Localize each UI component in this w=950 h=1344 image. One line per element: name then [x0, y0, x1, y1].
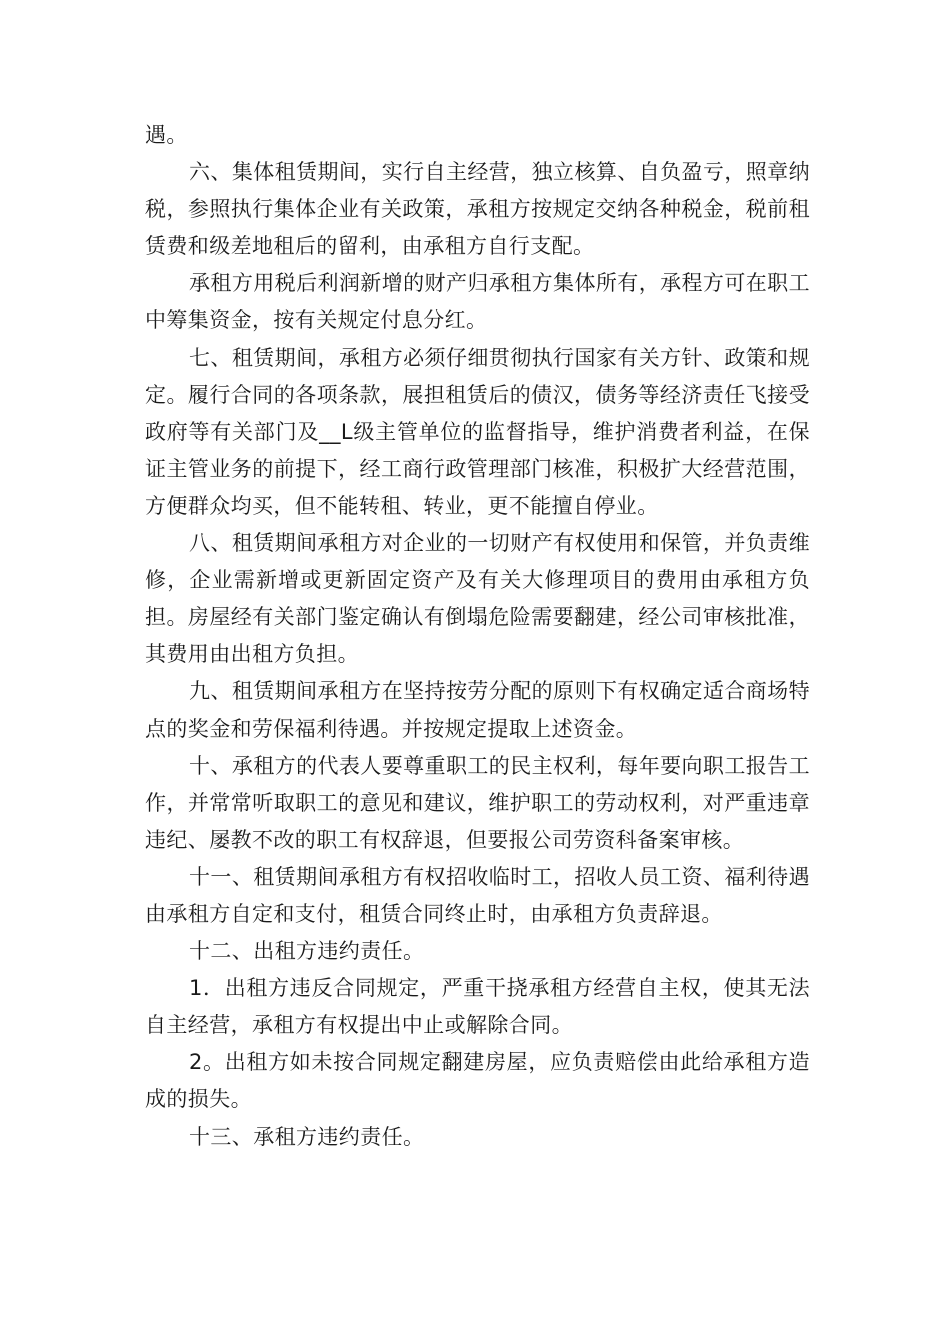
paragraph-continuation: 遇。	[145, 123, 188, 147]
paragraph-clause-12-heading: 十二、出租方违约责任。	[189, 939, 425, 964]
paragraph-clause-11: 十一、租赁期间承租方有权招收临时工，招收人员工资、福利待遇由承租方自定和支付，租赁合同终止时，由承租方负责辞退。	[145, 864, 810, 926]
paragraph-clause-6: 六、集体租赁期间，实行自主经营，独立核算、自负盈亏，照章纳税，参照执行集体企业有关政策，承租方按规定交纳各种税金，税前租赁费和级差地租后的留利，由承租方自行支配。	[145, 160, 810, 259]
document-body	[145, 117, 810, 1156]
paragraph-clause-10: 十、承租方的代表人要尊重职工的民主权利，每年要向职工报告工作，并常常听取职工的意见和建议，维护职工的劳动权利，对严重违章违纪、屡教不改的职工有权辞退，但要报公司劳资科备案审核。	[145, 753, 810, 852]
paragraph-clause-8: 八、租赁期间承租方对企业的一切财产有权使用和保管，并负责维修，企业需新增或更新固定资产及有关大修理项目的费用由承租方负担。房屋经有关部门鉴定确认有倒塌危险需要翻建，经公司审核批准，其费用由出租方负担。	[145, 531, 810, 667]
paragraph-clause-9: 九、租赁期间承租方在坚持按劳分配的原则下有权确定适合商场特点的奖金和劳保福利待遇。并按规定提取上述资金。	[145, 679, 810, 741]
paragraph-clause-12-item-2: 2。出租方如未按合同规定翻建房屋，应负责赔偿由此给承租方造成的损失。	[145, 1050, 810, 1112]
paragraph-clause-7: 七、租赁期间，承租方必须仔细贯彻执行国家有关方针、政策和规定。履行合同的各项条款，展担租赁后的债汉，债务等经济责任飞接受政府等有关部门及__L级主管单位的监督指导，维护消费者利益，在保证主管业务的前提下，经工商行政管理部门核准，积极扩大经营范围，方便群众均买，但不能转租、转业，更不能擅自停业。	[145, 345, 810, 518]
paragraph-clause-13-heading: 十三、承租方违约责任。	[189, 1124, 425, 1149]
paragraph-clause-12-item-1: 1．出租方违反合同规定，严重干挠承租方经营自主权，使其无法自主经营，承租方有权提出中止或解除合同。	[145, 976, 810, 1038]
paragraph-clause-6-property: 承租方用税后利润新增的财产归承租方集体所有，承程方可在职工中筹集资金，按有关规定付息分红。	[145, 271, 810, 333]
